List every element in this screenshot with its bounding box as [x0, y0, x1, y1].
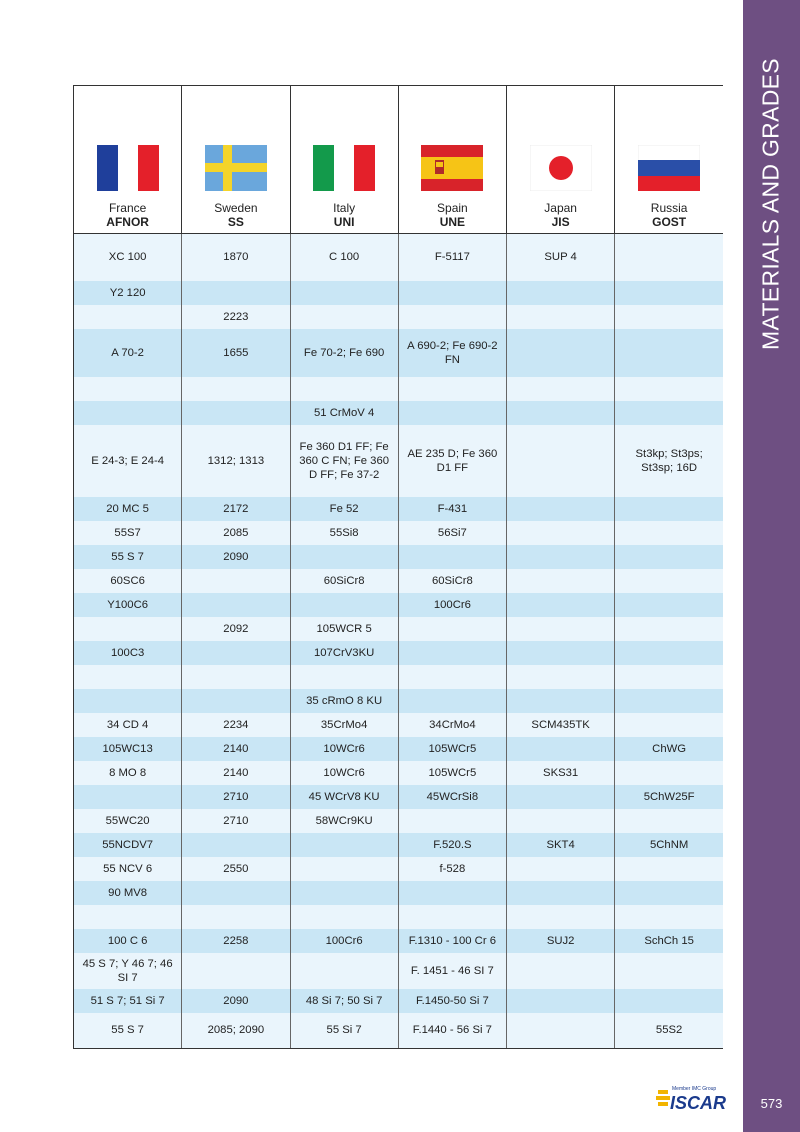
- japan-flag-icon: [530, 145, 592, 191]
- country-label: Italy: [333, 201, 356, 215]
- table-cell: [74, 617, 182, 641]
- table-cell: [615, 809, 723, 833]
- table-cell: 2258: [182, 929, 290, 953]
- france-flag-icon: [97, 145, 159, 191]
- table-cell: 5ChW25F: [615, 785, 723, 809]
- table-cell: [398, 665, 506, 689]
- table-cell: 107CrV3KU: [290, 641, 398, 665]
- table-cell: 55 S 7: [74, 545, 182, 569]
- standard-label: GOST: [652, 215, 687, 229]
- table-cell: F. 1451 - 46 SI 7: [398, 953, 506, 989]
- table-cell: [398, 617, 506, 641]
- table-cell: 100Cr6: [290, 929, 398, 953]
- table-cell: 1312; 1313: [182, 425, 290, 497]
- table-cell: [290, 377, 398, 401]
- table-cell: 45 S 7; Y 46 7; 46 SI 7: [74, 953, 182, 989]
- table-cell: [507, 1013, 615, 1049]
- standard-label: JIS: [551, 215, 570, 229]
- table-cell: [615, 593, 723, 617]
- standard-label: SS: [227, 215, 244, 229]
- table-cell: 100Cr6: [398, 593, 506, 617]
- table-cell: [398, 305, 506, 329]
- country-label: Japan: [544, 201, 577, 215]
- iscar-logo: [656, 1082, 726, 1112]
- table-cell: [290, 953, 398, 989]
- table-cell: 105WC13: [74, 737, 182, 761]
- table-cell: [615, 905, 723, 929]
- table-cell: [290, 833, 398, 857]
- table-cell: [74, 905, 182, 929]
- table-cell: SKS31: [507, 761, 615, 785]
- table-cell: 34 CD 4: [74, 713, 182, 737]
- column-header-france: [74, 86, 182, 234]
- table-cell: A 690-2; Fe 690-2 FN: [398, 329, 506, 377]
- table-cell: [182, 833, 290, 857]
- country-label: France: [108, 201, 147, 215]
- table-cell: [615, 713, 723, 737]
- italy-flag-icon: [313, 145, 375, 191]
- table-cell: F-5117: [398, 234, 506, 281]
- table-row: [74, 929, 724, 953]
- table-cell: [615, 545, 723, 569]
- table-cell: [507, 401, 615, 425]
- table-cell: [398, 905, 506, 929]
- table-cell: [507, 857, 615, 881]
- table-cell: [74, 401, 182, 425]
- table-row: [74, 857, 724, 881]
- table-cell: [290, 281, 398, 305]
- table-cell: SCM435TK: [507, 713, 615, 737]
- table-cell: [615, 665, 723, 689]
- spain-flag-icon: [421, 145, 483, 191]
- table-cell: f-528: [398, 857, 506, 881]
- table-cell: 51 S 7; 51 Si 7: [74, 989, 182, 1013]
- table-cell: [615, 521, 723, 545]
- table-cell: [615, 641, 723, 665]
- table-cell: 105WCr5: [398, 761, 506, 785]
- table-cell: [507, 785, 615, 809]
- table-cell: [507, 737, 615, 761]
- table-cell: [615, 497, 723, 521]
- table-cell: [182, 593, 290, 617]
- table-cell: [398, 689, 506, 713]
- table-cell: [507, 521, 615, 545]
- table-cell: [182, 953, 290, 989]
- table-cell: 60SiCr8: [398, 569, 506, 593]
- table-cell: 45 WCrV8 KU: [290, 785, 398, 809]
- table-row: [74, 234, 724, 281]
- table-cell: 55NCDV7: [74, 833, 182, 857]
- table-row: [74, 617, 724, 641]
- standard-label: UNI: [333, 215, 355, 229]
- table-cell: 2090: [182, 989, 290, 1013]
- table-cell: [74, 377, 182, 401]
- table-cell: SUP 4: [507, 234, 615, 281]
- table-cell: [182, 569, 290, 593]
- table-cell: XC 100: [74, 234, 182, 281]
- table-cell: [74, 785, 182, 809]
- table-cell: [74, 689, 182, 713]
- header-row: [74, 86, 724, 234]
- table-cell: 60SiCr8: [290, 569, 398, 593]
- table-row: [74, 569, 724, 593]
- table-cell: [615, 857, 723, 881]
- table-cell: [74, 665, 182, 689]
- table-cell: [182, 377, 290, 401]
- table-cell: Fe 360 D1 FF; Fe 360 C FN; Fe 360 D FF; Fe 37-2: [290, 425, 398, 497]
- table-cell: [507, 377, 615, 401]
- table-row: [74, 905, 724, 929]
- table-cell: 90 MV8: [74, 881, 182, 905]
- table-cell: 2085; 2090: [182, 1013, 290, 1049]
- table-cell: F.520.S: [398, 833, 506, 857]
- table-cell: 55Si8: [290, 521, 398, 545]
- table-cell: 2140: [182, 737, 290, 761]
- table-cell: [290, 881, 398, 905]
- table-row: [74, 281, 724, 305]
- table-cell: 51 CrMoV 4: [290, 401, 398, 425]
- table-cell: 55 NCV 6: [74, 857, 182, 881]
- materials-table-wrapper: [73, 85, 723, 1049]
- table-cell: [290, 545, 398, 569]
- table-cell: 8 MO 8: [74, 761, 182, 785]
- column-header-sweden: [182, 86, 290, 234]
- column-header-japan: [507, 86, 615, 234]
- logo-text: ISCAR: [670, 1093, 726, 1112]
- column-header-russia: [615, 86, 723, 234]
- table-cell: [615, 989, 723, 1013]
- materials-table: [73, 85, 723, 1049]
- table-cell: [182, 641, 290, 665]
- sweden-flag-icon: [205, 145, 267, 191]
- table-cell: SUJ2: [507, 929, 615, 953]
- table-row: [74, 401, 724, 425]
- table-cell: [507, 305, 615, 329]
- table-cell: [507, 809, 615, 833]
- table-cell: 2085: [182, 521, 290, 545]
- table-row: [74, 809, 724, 833]
- table-row: [74, 305, 724, 329]
- table-cell: 55WC20: [74, 809, 182, 833]
- table-cell: [398, 881, 506, 905]
- table-cell: 100C3: [74, 641, 182, 665]
- table-row: [74, 545, 724, 569]
- table-cell: [507, 953, 615, 989]
- table-cell: 58WCr9KU: [290, 809, 398, 833]
- table-cell: 5ChNM: [615, 833, 723, 857]
- table-row: [74, 1013, 724, 1049]
- table-cell: [615, 953, 723, 989]
- table-cell: Fe 52: [290, 497, 398, 521]
- table-cell: [290, 905, 398, 929]
- table-cell: [615, 617, 723, 641]
- table-row: [74, 881, 724, 905]
- table-cell: [182, 905, 290, 929]
- table-cell: [507, 593, 615, 617]
- table-cell: [290, 593, 398, 617]
- table-cell: 2710: [182, 785, 290, 809]
- table-cell: 10WCr6: [290, 737, 398, 761]
- table-cell: [615, 281, 723, 305]
- table-cell: Y2 120: [74, 281, 182, 305]
- table-cell: [615, 761, 723, 785]
- table-cell: [182, 665, 290, 689]
- table-cell: 56Si7: [398, 521, 506, 545]
- table-row: [74, 713, 724, 737]
- table-cell: St3kp; St3ps; St3sp; 16D: [615, 425, 723, 497]
- table-cell: 55S7: [74, 521, 182, 545]
- table-cell: [507, 329, 615, 377]
- table-body: [74, 234, 724, 1049]
- table-cell: E 24-3; E 24-4: [74, 425, 182, 497]
- table-row: [74, 641, 724, 665]
- country-label: Sweden: [214, 201, 258, 215]
- table-cell: A 70-2: [74, 329, 182, 377]
- table-cell: [507, 569, 615, 593]
- table-cell: [507, 281, 615, 305]
- table-cell: [507, 617, 615, 641]
- table-cell: [507, 425, 615, 497]
- table-cell: 1870: [182, 234, 290, 281]
- table-cell: 60SC6: [74, 569, 182, 593]
- table-cell: [182, 881, 290, 905]
- table-cell: [507, 641, 615, 665]
- table-cell: 55S2: [615, 1013, 723, 1049]
- table-cell: [507, 989, 615, 1013]
- table-cell: [507, 497, 615, 521]
- table-cell: 35 cRmO 8 KU: [290, 689, 398, 713]
- table-cell: SKT4: [507, 833, 615, 857]
- sidebar-title: MATERIALS AND GRADES: [757, 58, 784, 350]
- table-cell: Y100C6: [74, 593, 182, 617]
- table-cell: [507, 881, 615, 905]
- table-row: [74, 953, 724, 989]
- table-cell: [290, 665, 398, 689]
- table-cell: Fe 70-2; Fe 690: [290, 329, 398, 377]
- table-row: [74, 497, 724, 521]
- table-cell: 2234: [182, 713, 290, 737]
- table-cell: 2550: [182, 857, 290, 881]
- table-cell: [615, 689, 723, 713]
- table-cell: [507, 545, 615, 569]
- table-cell: [398, 377, 506, 401]
- table-row: [74, 665, 724, 689]
- table-row: [74, 761, 724, 785]
- table-row: [74, 521, 724, 545]
- standard-label: AFNOR: [106, 215, 149, 229]
- logo-tagline: Member IMC Group: [672, 1086, 717, 1092]
- column-header-spain: [398, 86, 506, 234]
- table-cell: F-431: [398, 497, 506, 521]
- table-cell: 48 Si 7; 50 Si 7: [290, 989, 398, 1013]
- table-cell: 2090: [182, 545, 290, 569]
- table-cell: [398, 641, 506, 665]
- table-cell: 35CrMo4: [290, 713, 398, 737]
- table-cell: 2223: [182, 305, 290, 329]
- column-header-italy: [290, 86, 398, 234]
- country-label: Spain: [437, 201, 468, 215]
- standard-label: UNE: [439, 215, 466, 229]
- table-row: [74, 377, 724, 401]
- table-cell: [615, 377, 723, 401]
- table-cell: 2140: [182, 761, 290, 785]
- table-cell: [290, 857, 398, 881]
- table-cell: [615, 234, 723, 281]
- table-row: [74, 425, 724, 497]
- table-cell: AE 235 D; Fe 360 D1 FF: [398, 425, 506, 497]
- table-cell: C 100: [290, 234, 398, 281]
- table-cell: 2092: [182, 617, 290, 641]
- table-cell: F.1450-50 Si 7: [398, 989, 506, 1013]
- table-cell: 10WCr6: [290, 761, 398, 785]
- table-cell: 100 C 6: [74, 929, 182, 953]
- table-cell: [615, 881, 723, 905]
- table-cell: F.1440 - 56 Si 7: [398, 1013, 506, 1049]
- table-row: [74, 689, 724, 713]
- russia-flag-icon: [638, 145, 700, 191]
- table-cell: [290, 305, 398, 329]
- table-cell: 34CrMo4: [398, 713, 506, 737]
- table-cell: 55 S 7: [74, 1013, 182, 1049]
- table-cell: 105WCR 5: [290, 617, 398, 641]
- table-row: [74, 593, 724, 617]
- table-row: [74, 989, 724, 1013]
- table-cell: [182, 689, 290, 713]
- table-cell: [507, 665, 615, 689]
- table-cell: [398, 545, 506, 569]
- table-cell: 1655: [182, 329, 290, 377]
- table-cell: [182, 401, 290, 425]
- table-row: [74, 785, 724, 809]
- table-cell: 55 Si 7: [290, 1013, 398, 1049]
- table-cell: [398, 281, 506, 305]
- table-cell: [615, 305, 723, 329]
- table-cell: 2710: [182, 809, 290, 833]
- table-cell: 20 MC 5: [74, 497, 182, 521]
- table-cell: [398, 401, 506, 425]
- table-cell: [507, 905, 615, 929]
- table-cell: [398, 809, 506, 833]
- table-cell: 45WCrSi8: [398, 785, 506, 809]
- table-cell: SchCh 15: [615, 929, 723, 953]
- country-label: Russia: [650, 201, 688, 215]
- table-cell: ChWG: [615, 737, 723, 761]
- table-cell: F.1310 - 100 Cr 6: [398, 929, 506, 953]
- table-row: [74, 833, 724, 857]
- table-cell: [615, 569, 723, 593]
- table-cell: [74, 305, 182, 329]
- table-cell: 105WCr5: [398, 737, 506, 761]
- table-cell: 2172: [182, 497, 290, 521]
- table-cell: [507, 689, 615, 713]
- table-row: [74, 329, 724, 377]
- page-number: 573: [760, 1096, 783, 1111]
- table-cell: [615, 401, 723, 425]
- table-row: [74, 737, 724, 761]
- table-cell: [615, 329, 723, 377]
- table-cell: [182, 281, 290, 305]
